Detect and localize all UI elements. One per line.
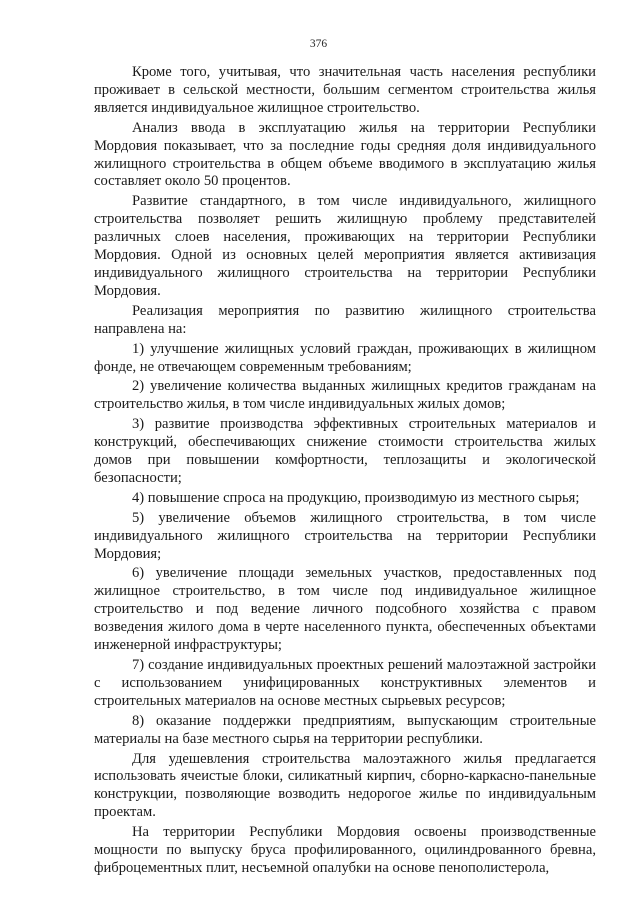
paragraph-cost-reduction: Для удешевления строительства малоэтажного жилья предлагается использовать ячеистые блоки, силикатный кирпич, сборно-каркасно-панельные конструкции, позволяющие возводить недорогое жилье по индивидуальным проектам.: [94, 750, 596, 821]
paragraph-implementation: Реализация мероприятия по развитию жилищного строительства направлена на:: [94, 302, 596, 337]
paragraph-production: На территории Республики Мордовия освоены производственные мощности по выпуску бруса профилированного, оцилиндрованного бревна, фиброцементных плит, несъемной опалубки на основе пенополистерола,: [94, 824, 596, 876]
list-item: 6) увеличение площади земельных участков, предоставленных под жилищное строительство, в том числе под индивидуальное жилищное строительство и под ведение личного подсобного хозяйства с правом возведения жилого дома в черте населенного пункта, обеспеченных объектами инженерной инфраструктуры;: [94, 565, 596, 654]
list-item: 3) развитие производства эффективных строительных материалов и конструкций, обеспечивающих снижение стоимости строительства жилых домов при повышении комфортности, теплозащиты и экологической безопасности;: [94, 416, 596, 486]
list-item: 2) увеличение количества выданных жилищных кредитов гражданам на строительство жилья, в том числе индивидуальных жилых домов;: [94, 378, 596, 413]
list-item: 7) создание индивидуальных проектных решений малоэтажной застройки с использованием унифицированных конструктивных элементов и строительных материалов на основе местных сырьевых ресурсов;: [94, 657, 596, 709]
list-item: 5) увеличение объемов жилищного строительства, в том числе индивидуального жилищного строительства на территории Республики Мордовия;: [94, 509, 596, 562]
list-item: 1) улучшение жилищных условий граждан, проживающих в жилищном фонде, не отвечающем современным требованиям;: [94, 340, 596, 375]
list-item: 4) повышение спроса на продукцию, производимую из местного сырья;: [132, 489, 580, 506]
paragraph-intro: Кроме того, учитывая, что значительная часть населения республики проживает в сельской местности, большим сегментом строительства жилья является индивидуальное жилищное строительство.: [94, 64, 596, 116]
document-body: [94, 64, 596, 878]
paragraph-analysis: Анализ ввода в эксплуатацию жилья на территории Республики Мордовия показывает, что за последние годы средняя доля индивидуального жилищного строительства в общем объеме вводимого в эксплуатацию жилья составляет около 50 процентов.: [94, 119, 596, 190]
paragraph-development: Развитие стандартного, в том числе индивидуального, жилищного строительства позволяет решить жилищную проблему представителей различных слоев населения, проживающих на территории Республики Мордовия. Одной из основных целей мероприятия является активизация индивидуального жилищного строительства на территории Республики Мордовия.: [94, 193, 596, 299]
list-item: 8) оказание поддержки предприятиям, выпускающим строительные материалы на базе местного сырья на территории республики.: [94, 712, 596, 747]
page-number: 376: [309, 38, 328, 50]
